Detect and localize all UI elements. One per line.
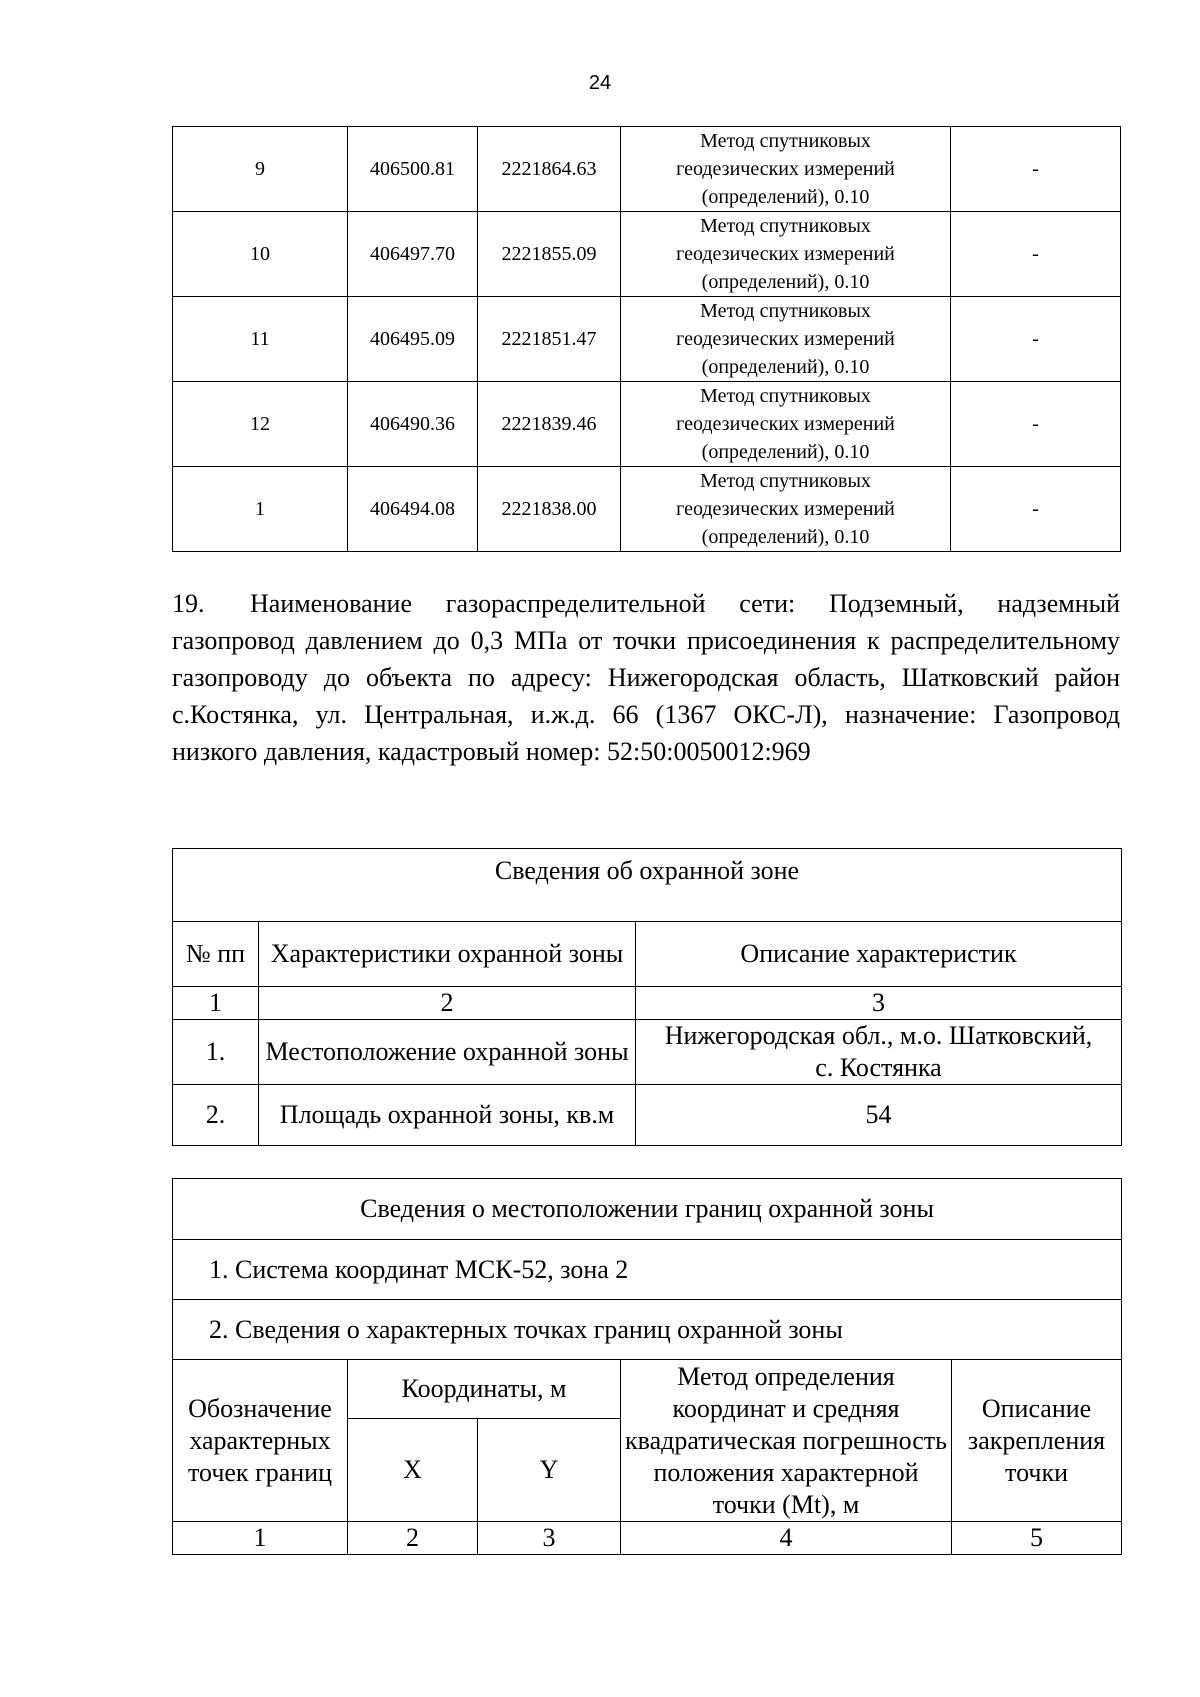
table-row [173, 212, 1121, 297]
y-coordinate: 2221864.63 [478, 127, 621, 212]
method-cell [621, 467, 951, 552]
header-x: X [348, 1419, 478, 1522]
coordinate-system: 1. Система координат МСК-52, зона 2 [173, 1240, 1122, 1300]
protection-zone-info-table [172, 848, 1122, 1146]
header-coordinates: Координаты, м [348, 1360, 621, 1419]
method-line: Метод спутниковых [700, 470, 871, 492]
row-characteristic: Площадь охранной зоны, кв.м [259, 1085, 636, 1146]
description-line: с. Костянка [815, 1053, 942, 1082]
header-y: Y [478, 1419, 621, 1522]
x-coordinate: 406490.36 [348, 382, 478, 467]
row-description [636, 1020, 1122, 1085]
row-num: 2. [173, 1085, 259, 1146]
point-label: 1 [173, 467, 348, 552]
y-coordinate: 2221851.47 [478, 297, 621, 382]
bounds-table-title: Сведения о местоположении границ охранной зоны [173, 1179, 1122, 1240]
page-number: 24 [588, 72, 612, 94]
method-cell [621, 212, 951, 297]
method-line: (определений), 0.10 [701, 356, 870, 378]
method-line: геодезических измерений [676, 498, 895, 520]
point-label: 9 [173, 127, 348, 212]
table-row [173, 1020, 1122, 1085]
y-coordinate: 2221838.00 [478, 467, 621, 552]
method-line: (определений), 0.10 [701, 526, 870, 548]
method-line: геодезических измерений [676, 328, 895, 350]
header-description: Описание характеристик [636, 922, 1122, 987]
point-label: 10 [173, 212, 348, 297]
index-cell: 5 [952, 1522, 1122, 1555]
x-coordinate: 406494.08 [348, 467, 478, 552]
method-line: (определений), 0.10 [701, 186, 870, 208]
header-method: Метод определения координат и средняя квадратическая погрешность положения характерной точки (Mt), м [621, 1360, 952, 1522]
table-row [173, 297, 1121, 382]
points-section-title: 2. Сведения о характерных точках границ охранной зоны [173, 1300, 1122, 1360]
index-cell: 2 [259, 987, 636, 1020]
row-description: 54 [636, 1085, 1122, 1146]
header-designation: Обозначение характерных точек границ [173, 1360, 348, 1522]
index-cell: 3 [478, 1522, 621, 1555]
section-text: Наименование газораспределительной сети: Подземный, надземный газопровод давлением до 0,3 МПа от точки присоединения к распределительному газопроводу до объекта по адресу: Нижегородская область, Шатковский район с.Костянка, ул. Центральная, и.ж.д. 66 (1367 ОКС-Л), назначение: Газопровод низкого давления, кадастровый номер: 52:50:0050012:969 [172, 589, 1120, 766]
method-line: (определений), 0.10 [701, 271, 870, 293]
fixing-description: - [951, 297, 1121, 382]
method-line: геодезических измерений [676, 413, 895, 435]
description-line: Нижегородская обл., м.о. Шатковский, [664, 1021, 1093, 1050]
y-coordinate: 2221839.46 [478, 382, 621, 467]
method-cell [621, 382, 951, 467]
method-line: геодезических измерений [676, 243, 895, 265]
section-number: 19. [172, 589, 205, 618]
index-cell: 1 [173, 1522, 348, 1555]
table-row [173, 467, 1121, 552]
method-line: Метод спутниковых [700, 215, 871, 237]
y-coordinate: 2221855.09 [478, 212, 621, 297]
row-characteristic: Местоположение охранной зоны [259, 1020, 636, 1085]
index-cell: 2 [348, 1522, 478, 1555]
header-num: № пп [173, 922, 259, 987]
fixing-description: - [951, 127, 1121, 212]
method-line: Метод спутниковых [700, 130, 871, 152]
method-line: Метод спутниковых [700, 300, 871, 322]
method-cell [621, 127, 951, 212]
table-row [173, 382, 1121, 467]
index-cell: 4 [621, 1522, 952, 1555]
x-coordinate: 406495.09 [348, 297, 478, 382]
index-cell: 1 [173, 987, 259, 1020]
index-cell: 3 [636, 987, 1122, 1020]
fixing-description: - [951, 467, 1121, 552]
header-fixing-description: Описание закрепления точки [952, 1360, 1122, 1522]
row-num: 1. [173, 1020, 259, 1085]
zone-boundaries-table [172, 1178, 1122, 1555]
header-characteristic: Характеристики охранной зоны [259, 922, 636, 987]
method-line: Метод спутниковых [700, 385, 871, 407]
fixing-description: - [951, 212, 1121, 297]
method-cell [621, 297, 951, 382]
points-table-continuation [172, 126, 1121, 552]
point-label: 11 [173, 297, 348, 382]
section-19-paragraph [172, 585, 1120, 770]
x-coordinate: 406500.81 [348, 127, 478, 212]
method-line: (определений), 0.10 [701, 441, 870, 463]
table-row [173, 127, 1121, 212]
fixing-description: - [951, 382, 1121, 467]
table-row [173, 1085, 1122, 1146]
zone-table-title: Сведения об охранной зоне [173, 849, 1122, 922]
point-label: 12 [173, 382, 348, 467]
x-coordinate: 406497.70 [348, 212, 478, 297]
method-line: геодезических измерений [676, 158, 895, 180]
